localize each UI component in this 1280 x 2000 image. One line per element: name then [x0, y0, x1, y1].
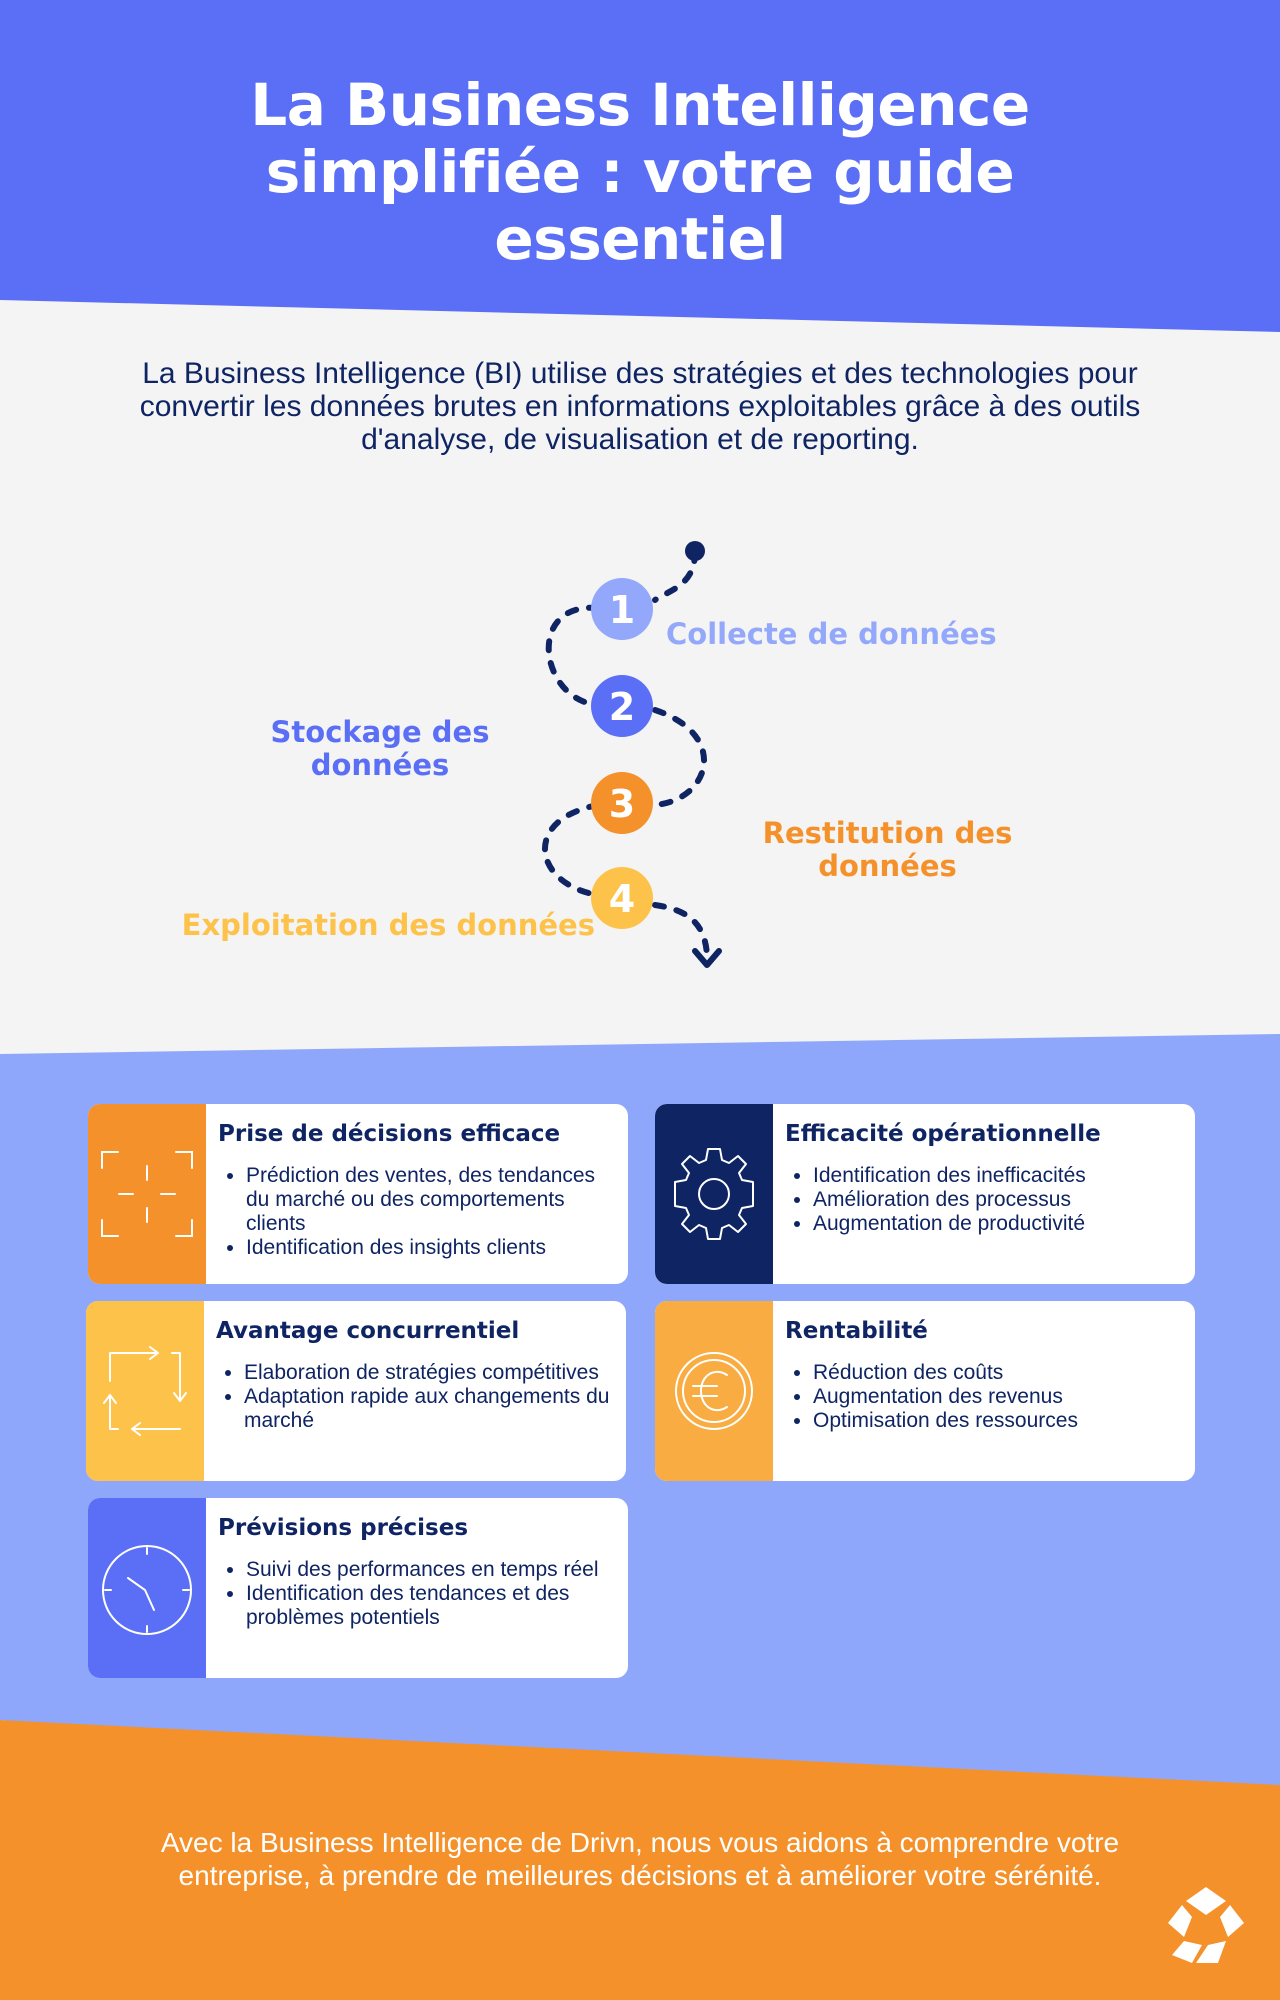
card-bullet-list	[218, 1558, 620, 1630]
step-1-label: Collecte de données	[666, 617, 997, 651]
list-item: • Réduction des coûts	[813, 1361, 1187, 1385]
card-icon-panel	[86, 1301, 204, 1481]
step-2-number: 2	[608, 685, 636, 729]
card-title: Prise de décisions efficace	[218, 1121, 561, 1147]
card-bullet-list	[785, 1164, 1187, 1236]
step-4-number: 4	[608, 877, 636, 921]
benefit-card-competitive	[86, 1301, 626, 1481]
step-4-label: Exploitation des données	[181, 908, 595, 942]
gear-icon	[655, 1104, 773, 1284]
step-3-number: 3	[608, 782, 636, 826]
card-title: Rentabilité	[785, 1318, 928, 1344]
euro-coin-icon	[655, 1301, 773, 1481]
card-bullet-list	[218, 1164, 620, 1260]
list-item: • Identification des inefficacités	[813, 1164, 1187, 1188]
list-item: • Adaptation rapide aux changements du marché	[244, 1385, 618, 1433]
path-start-dot	[685, 541, 705, 561]
path-segment-1-2	[549, 608, 598, 705]
path-segment-top	[655, 552, 695, 600]
list-item: • Identification des tendances et des problèmes potentiels	[246, 1582, 620, 1630]
step-3-label: Restitution des données	[762, 816, 1013, 883]
list-item: • Elaboration de stratégies compétitives	[244, 1361, 618, 1385]
path-segment-2-3	[655, 710, 704, 805]
intro-text: La Business Intelligence (BI) utilise des stratégies et des technologies pour convertir les données brutes en informations exploitables grâce à des outils d'analyse, de visualisation et de reporting.	[139, 357, 1141, 456]
cycle-arrows-icon	[86, 1301, 204, 1481]
focus-frame-icon	[88, 1104, 206, 1284]
benefit-card-forecasts	[88, 1498, 628, 1678]
list-item: • Augmentation des revenus	[813, 1385, 1187, 1409]
drivn-logo-icon	[1164, 1885, 1248, 1967]
card-bullet-list	[785, 1361, 1187, 1433]
clock-icon	[88, 1498, 206, 1678]
card-title: Prévisions précises	[218, 1515, 469, 1541]
benefit-card-profitability	[655, 1301, 1195, 1481]
list-item: • Augmentation de productivité	[813, 1212, 1187, 1236]
benefit-card-decisions	[88, 1104, 628, 1284]
card-icon-panel	[655, 1301, 773, 1481]
path-arrow-head	[695, 951, 719, 965]
step-2-label: Stockage des données	[270, 715, 490, 782]
step-1-number: 1	[608, 588, 636, 632]
list-item: • Optimisation des ressources	[813, 1409, 1187, 1433]
list-item: • Identification des insights clients	[246, 1236, 620, 1260]
card-icon-panel	[88, 1104, 206, 1284]
path-segment-3-4	[545, 805, 598, 895]
card-icon-panel	[88, 1498, 206, 1678]
card-icon-panel	[655, 1104, 773, 1284]
card-title: Avantage concurrentiel	[216, 1318, 520, 1344]
card-bullet-list	[216, 1361, 618, 1433]
footer-text: Avec la Business Intelligence de Drivn, nous vous aidons à comprendre votre entreprise, à prendre de meilleures décisions et à améliorer votre sérénité.	[160, 1827, 1120, 1891]
page-title: La Business Intelligence simplifiée : votre guide essentiel	[250, 71, 1030, 273]
card-title: Efficacité opérationnelle	[785, 1121, 1101, 1147]
path-segment-bottom	[655, 905, 707, 955]
benefit-card-efficiency	[655, 1104, 1195, 1284]
list-item: • Amélioration des processus	[813, 1188, 1187, 1212]
list-item: • Suivi des performances en temps réel	[246, 1558, 620, 1582]
list-item: • Prédiction des ventes, des tendances du marché ou des comportements clients	[246, 1164, 620, 1236]
